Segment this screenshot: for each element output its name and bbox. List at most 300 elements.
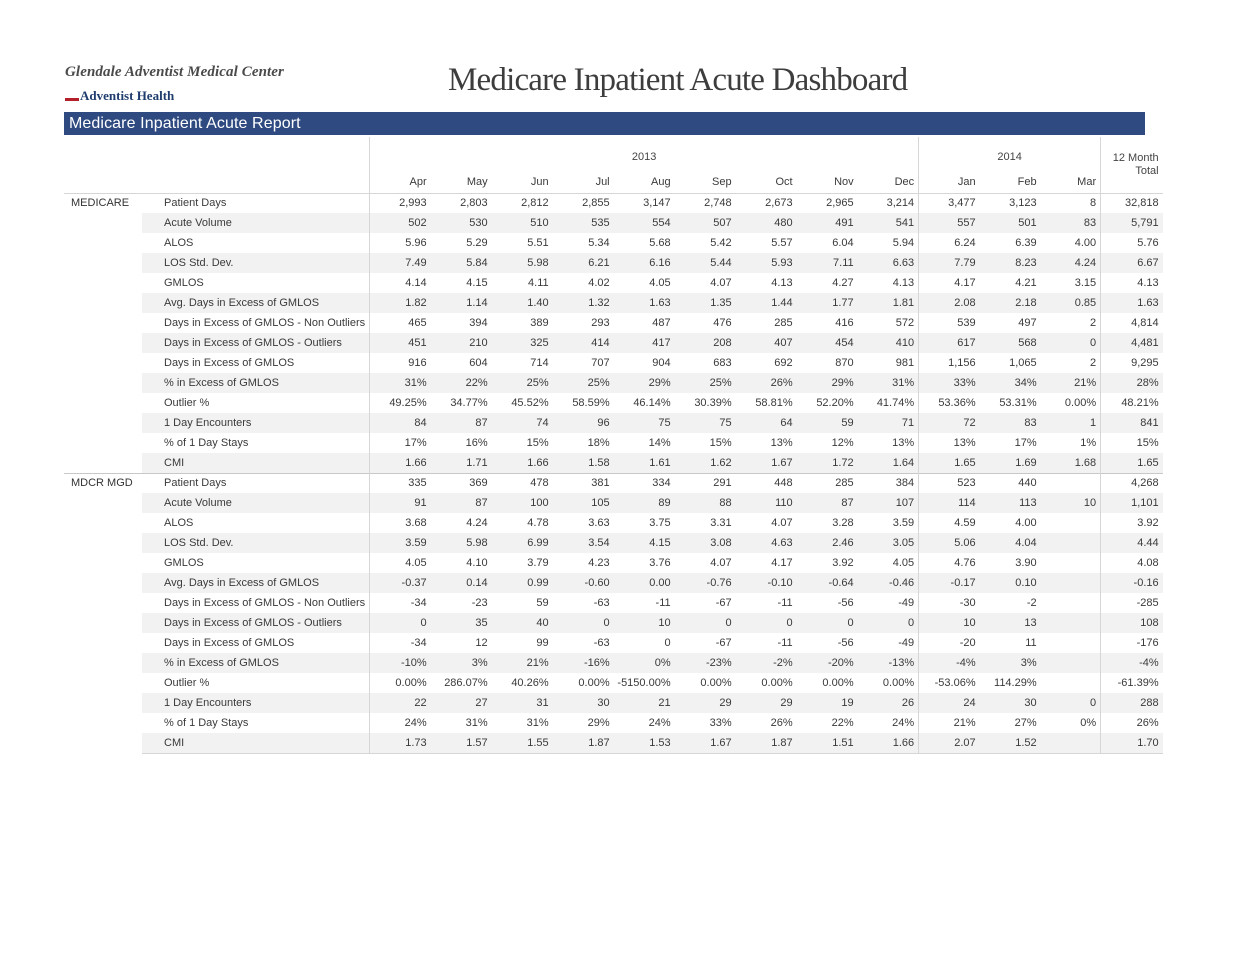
value-cell: 1.32 [553,293,614,313]
value-cell: 4.23 [588,557,610,569]
month-header-oct: Oct [736,165,797,193]
value-cell: 87 [797,493,858,513]
value-cell: 416 [835,317,854,329]
month-header-sep: Sep [675,165,736,193]
value-cell: 389 [530,317,549,329]
value-cell: 31% [465,717,488,729]
value-cell: -0.76 [675,573,736,593]
month-header-row [64,165,1163,193]
value-cell: 3.15 [1074,277,1097,289]
value-cell: 2 [1090,317,1097,329]
value-cell: 3.90 [1015,557,1037,569]
value-cell: 4.07 [771,517,793,529]
value-cell: 1.63 [614,293,675,313]
value-cell: 24% [370,713,431,733]
value-cell: 535 [553,213,614,233]
value-cell: -0.10 [736,573,797,593]
value-cell: 8 [1090,197,1097,210]
value-cell: 2,993 [370,193,431,213]
value-cell: 4.00 [1074,237,1097,249]
total-cell: -0.16 [1101,573,1163,593]
value-cell: 4.15 [466,277,488,289]
value-cell: 0.14 [431,573,492,593]
value-cell [1041,513,1101,533]
value-cell: 1.66 [492,453,553,473]
value-cell: 14% [648,437,671,449]
metric-label: LOS Std. Dev. [142,533,370,553]
value-cell: 40 [492,613,553,633]
metric-label: LOS Std. Dev. [142,253,370,273]
value-cell: 410 [858,333,919,353]
value-cell: -13% [858,653,919,673]
value-cell: -11 [777,637,793,649]
report-table [64,137,1163,754]
total-cell: 841 [1101,413,1163,433]
value-cell: 3.54 [553,533,614,553]
value-cell: 451 [370,333,431,353]
value-cell: 31% [370,373,431,393]
value-cell: 24% [648,717,671,729]
value-cell: 5.93 [736,253,797,273]
value-cell: 1.52 [980,733,1041,753]
total-cell: 4.08 [1101,553,1163,573]
value-cell: 1,156 [919,353,980,373]
value-cell: 19 [797,693,858,713]
table-row [64,273,1163,293]
value-cell: 1 [1041,413,1101,433]
value-cell: 0.00 [614,573,675,593]
value-cell: -0.17 [919,573,980,593]
table-row [64,373,1163,393]
value-cell: 0% [614,653,675,673]
table-row [64,333,1163,353]
value-cell: 110 [736,493,797,513]
value-cell: 510 [492,213,553,233]
group-label: MEDICARE [71,196,130,209]
value-cell: 4.78 [527,517,549,529]
value-cell: 4.14 [370,273,431,293]
value-cell: 4.21 [1015,277,1037,289]
value-cell: 3.59 [892,517,915,529]
value-cell: 105 [553,493,614,513]
value-cell: 1.64 [858,453,919,473]
metric-label: Days in Excess of GMLOS - Non Outliers [164,597,366,609]
value-cell: 568 [980,333,1041,353]
value-cell: 4.02 [588,277,610,289]
metric-label: Avg. Days in Excess of GMLOS [142,293,370,313]
table-row [64,553,1163,573]
value-cell: 3,123 [1009,197,1037,210]
value-cell: 3.05 [858,533,919,553]
metric-label: Days in Excess of GMLOS [164,637,295,649]
value-cell: 16% [465,437,488,449]
value-cell: 15% [526,437,549,449]
value-cell: 75 [614,413,675,433]
value-cell: 21 [614,693,675,713]
metric-label: Days in Excess of GMLOS [164,357,295,369]
value-cell: 12 [475,637,488,649]
value-cell: 1,065 [1009,357,1037,369]
metric-label: % in Excess of GMLOS [142,373,370,393]
org-logo-sub [65,88,174,104]
org-logo-name: Glendale Adventist Medical Center [65,64,284,80]
org-sub-name: Adventist Health [80,88,175,103]
metric-label: ALOS [164,517,194,529]
table-row [64,293,1163,313]
value-cell: 58.81% [755,397,793,409]
value-cell: 75 [675,413,736,433]
value-cell: 3.75 [649,517,671,529]
value-cell: 25% [553,373,614,393]
value-cell: 5.94 [892,237,915,249]
report-title-bar: Medicare Inpatient Acute Report [64,112,1145,135]
value-cell: 3.63 [588,517,610,529]
value-cell: 0.99 [492,573,553,593]
value-cell: 5.98 [431,533,492,553]
value-cell: -53.06% [919,673,980,693]
value-cell: 381 [553,473,614,493]
value-cell: 507 [675,213,736,233]
value-cell: 0.85 [1041,293,1101,313]
value-cell: 13 [980,613,1041,633]
month-header-aug: Aug [614,165,675,193]
value-cell: 58.59% [572,397,610,409]
value-cell: 334 [614,473,675,493]
total-cell: -176 [1101,633,1163,653]
value-cell: 89 [614,493,675,513]
value-cell: 21% [1041,373,1101,393]
value-cell: 3.28 [832,517,854,529]
table-row [64,613,1163,633]
value-cell: 6.39 [1015,237,1037,249]
total-cell: 4.44 [1101,533,1163,553]
value-cell: 3.92 [832,557,854,569]
value-cell: 3.79 [527,557,549,569]
metric-label: Days in Excess of GMLOS - Non Outliers [164,317,366,329]
table-row [64,713,1163,733]
table-row [64,213,1163,233]
value-cell: -11 [777,597,793,609]
value-cell: 0 [553,613,614,633]
table-row [64,253,1163,273]
value-cell: 83 [980,413,1041,433]
year-2013-header: 2013 [370,137,919,165]
metric-label: GMLOS [164,557,204,569]
dashboard-title: Medicare Inpatient Acute Dashboard [448,62,908,98]
metric-label: Outlier % [164,397,210,409]
value-cell: 3.76 [649,557,671,569]
value-cell: 88 [675,493,736,513]
value-cell: 5.98 [492,253,553,273]
value-cell: 4.17 [771,557,793,569]
value-cell: 1.55 [492,733,553,753]
value-cell: 291 [675,473,736,493]
value-cell: 22 [370,693,431,713]
value-cell: 46.14% [633,397,671,409]
metric-label: ALOS [164,237,194,249]
value-cell: 26 [858,693,919,713]
total-cell: 1.65 [1101,453,1163,473]
value-cell: 33% [919,373,980,393]
value-cell: 1.67 [736,453,797,473]
value-cell: -0.46 [858,573,919,593]
month-header-jun: Jun [492,165,553,193]
value-cell: 1.14 [431,293,492,313]
value-cell: 4.00 [1015,517,1037,529]
metric-label: 1 Day Encounters [142,413,370,433]
value-cell: 5.29 [466,237,488,249]
value-cell: -63 [593,597,610,609]
value-cell: 35 [431,613,492,633]
total-cell: 48.21% [1101,393,1163,413]
value-cell: 29 [675,693,736,713]
value-cell: 6.21 [553,253,614,273]
value-cell: 1.81 [858,293,919,313]
value-cell: 692 [774,357,793,369]
value-cell: 286.07% [444,677,488,689]
value-cell: 5.42 [710,237,732,249]
value-cell: 707 [591,357,610,369]
table-row [64,233,1163,253]
value-cell: 29 [736,693,797,713]
value-cell: 29% [614,373,675,393]
table-row [64,433,1163,453]
table-row [64,593,1163,613]
value-cell: 24% [892,717,915,729]
year-header-row [64,137,1163,165]
value-cell: 0.00% [1064,397,1097,409]
value-cell: 617 [919,333,980,353]
value-cell: 13% [892,437,915,449]
value-cell: 2,812 [521,197,549,210]
value-cell: 5.44 [675,253,736,273]
group-label: MDCR MGD [64,473,142,753]
value-cell: 4.15 [614,533,675,553]
value-cell: 448 [736,473,797,493]
value-cell [1041,553,1101,573]
value-cell: 12% [831,437,854,449]
value-cell: 71 [858,413,919,433]
value-cell: 31% [858,373,919,393]
metric-label: CMI [142,453,370,473]
value-cell: 91 [370,493,431,513]
value-cell: 45.52% [511,397,549,409]
value-cell: 2.07 [919,733,980,753]
month-header-feb: Feb [980,165,1041,193]
table-row [64,473,1163,493]
value-cell: 0.00% [578,677,610,689]
month-header-may: May [431,165,492,193]
value-cell: 114.29% [994,677,1037,689]
value-cell: 30 [553,693,614,713]
value-cell: 487 [652,317,671,329]
total-cell: 15% [1101,433,1163,453]
value-cell: 530 [431,213,492,233]
value-cell: 210 [431,333,492,353]
month-header-mar: Mar [1041,165,1101,193]
value-cell: 6.63 [858,253,919,273]
value-cell [1041,473,1101,493]
value-cell: 30.39% [694,397,732,409]
value-cell: 1.65 [919,453,980,473]
total-cell: 288 [1101,693,1163,713]
value-cell: 4.05 [649,277,671,289]
value-cell: 465 [370,313,431,333]
value-cell: 478 [492,473,553,493]
value-cell: 25% [492,373,553,393]
value-cell: 87 [431,493,492,513]
value-cell: 293 [591,317,610,329]
value-cell: -16% [553,653,614,673]
value-cell: -30 [919,593,980,613]
value-cell: 30 [980,693,1041,713]
total-cell: 3.92 [1101,513,1163,533]
value-cell: 11 [1025,637,1037,649]
value-cell: 0.00% [882,677,915,689]
value-cell: 0 [797,613,858,633]
value-cell: -23% [675,653,736,673]
value-cell: -20 [919,633,980,653]
value-cell: 114 [919,493,980,513]
value-cell: 29% [587,717,610,729]
metric-label: Days in Excess of GMLOS - Outliers [142,333,370,353]
value-cell: 1.77 [797,293,858,313]
value-cell: 3% [431,653,492,673]
value-cell: 2.46 [797,533,858,553]
month-header-apr: Apr [370,165,431,193]
value-cell: 1.62 [675,453,736,473]
total-cell: 5,791 [1101,213,1163,233]
value-cell: 2 [1090,357,1097,369]
value-cell: 1.66 [370,453,431,473]
value-cell: 40.26% [511,677,549,689]
value-cell: 41.74% [876,397,915,409]
value-cell: 99 [536,637,549,649]
value-cell: 683 [713,357,732,369]
value-cell: 916 [370,353,431,373]
value-cell: 3.31 [710,517,732,529]
value-cell: 53.31% [999,397,1037,409]
metric-label: Days in Excess of GMLOS - Outliers [142,613,370,633]
value-cell [1041,733,1101,753]
total-cell: 1,101 [1101,493,1163,513]
value-cell: 1.87 [553,733,614,753]
value-cell: 1.58 [553,453,614,473]
value-cell: 0.00% [700,677,732,689]
metric-label: Patient Days [142,473,370,493]
value-cell: 0 [370,613,431,633]
total-cell: 4,481 [1101,333,1163,353]
table-row [64,653,1163,673]
value-cell: -10% [370,653,431,673]
value-cell: 1.40 [492,293,553,313]
table-row [64,193,1163,213]
month-header-jul: Jul [553,165,614,193]
value-cell: 3.68 [370,513,431,533]
value-cell: 4.13 [771,277,793,289]
value-cell: 13% [919,433,980,453]
value-cell: -4% [919,653,980,673]
value-cell: 1.72 [797,453,858,473]
value-cell: 1.69 [980,453,1041,473]
value-cell: 33% [709,717,732,729]
value-cell: 4.07 [710,277,732,289]
value-cell: 87 [431,413,492,433]
value-cell: 4.05 [370,553,431,573]
total-cell: 6.67 [1101,253,1163,273]
value-cell: 27 [431,693,492,713]
value-cell: -56 [837,597,854,609]
value-cell: -11 [655,597,671,609]
value-cell: 1.35 [675,293,736,313]
value-cell: 13% [770,437,793,449]
value-cell: 10 [919,613,980,633]
value-cell: 83 [1041,213,1101,233]
value-cell: 0.00% [761,677,793,689]
value-cell: -0.64 [797,573,858,593]
year-2014-header: 2014 [919,137,1101,165]
value-cell: 34% [980,373,1041,393]
value-cell: 1.82 [370,293,431,313]
value-cell: 557 [919,213,980,233]
metric-label: GMLOS [164,277,204,289]
value-cell: -56 [837,637,854,649]
value-cell: 64 [736,413,797,433]
value-cell: 5.06 [919,533,980,553]
value-cell: 4.07 [710,557,732,569]
value-cell: 904 [652,357,671,369]
value-cell: -67 [715,637,732,649]
value-cell: 49.25% [370,393,431,413]
value-cell: 1.73 [370,733,431,753]
value-cell: 384 [858,473,919,493]
value-cell: 1.44 [736,293,797,313]
value-cell: 53.36% [919,393,980,413]
value-cell: 1.68 [1041,453,1101,473]
value-cell: 604 [469,357,488,369]
metric-label: Patient Days [164,197,227,210]
table-row [64,573,1163,593]
value-cell: 2,748 [704,197,732,210]
value-cell: 4.76 [919,553,980,573]
value-cell: 981 [895,357,915,369]
value-cell: 18% [587,437,610,449]
metric-label: % of 1 Day Stays [164,717,249,729]
month-header-jan: Jan [919,165,980,193]
table-body [64,193,1163,753]
value-cell: 3.08 [675,533,736,553]
metric-label: Acute Volume [142,493,370,513]
value-cell: 17% [370,433,431,453]
value-cell [1041,633,1101,653]
value-cell: -23 [471,597,488,609]
value-cell: 4.04 [980,533,1041,553]
value-cell: 4.13 [892,277,915,289]
value-cell: 502 [370,213,431,233]
value-cell: 3% [980,653,1041,673]
value-cell: 1.53 [614,733,675,753]
value-cell [1041,573,1101,593]
value-cell: 0 [1041,693,1101,713]
value-cell: 52.20% [816,397,854,409]
table-row [64,413,1163,433]
total-cell: -61.39% [1101,673,1163,693]
table-row [64,393,1163,413]
value-cell: 6.99 [492,533,553,553]
value-cell: 572 [895,317,915,329]
value-cell: -5150.00% [617,677,671,689]
value-cell: 0 [675,613,736,633]
